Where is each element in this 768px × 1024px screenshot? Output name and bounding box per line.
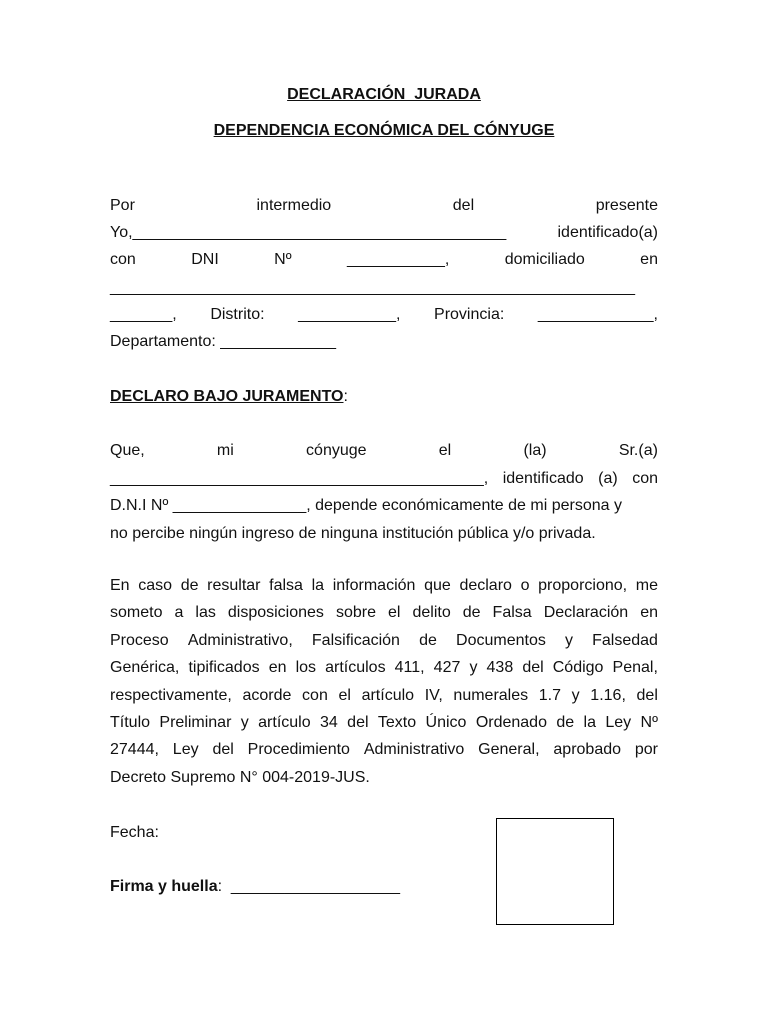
- p3-line-1: En caso de resultar falsa la información que declaro o proporciono, me: [110, 577, 658, 594]
- dni-blank: ___________,: [346, 251, 450, 268]
- p3-line-5: respectivamente, acorde con el artículo IV, numerales 1.7 y 1.16, del: [110, 687, 658, 704]
- firma-blank: : ___________________: [217, 878, 400, 895]
- declaro-heading: DECLARO BAJO JURAMENTO:: [110, 388, 348, 405]
- p3-line-3: Proceso Administrativo, Falsificación de Documentos y Falsedad: [110, 632, 658, 649]
- firma-label: Firma y huella: [110, 878, 218, 895]
- document-subtitle: DEPENDENCIA ECONÓMICA DEL CÓNYUGE: [213, 122, 555, 139]
- fingerprint-box: [496, 818, 614, 925]
- department-line: Departamento: _____________: [110, 333, 336, 350]
- p1-line-1: Por intermedio del presente: [110, 197, 658, 214]
- p3-line-4: Genérica, tipificados en los artículos 411, 427 y 438 del Código Penal,: [110, 659, 658, 676]
- fecha-label: Fecha:: [110, 824, 159, 841]
- p1-line-2: Yo,__________________________________________ identificado(a): [110, 224, 658, 241]
- p1-line-5: _______, Distrito: ___________, Provincia: _____________,: [110, 306, 658, 323]
- document-title: DECLARACIÓN JURADA: [287, 86, 481, 103]
- p2-line-1: Que, mi cónyuge el (la) Sr.(a): [110, 442, 658, 459]
- p1-line-3: con DNI Nº ___________, domiciliado en: [110, 251, 658, 268]
- p2-line-4: no percibe ningún ingreso de ninguna institución pública y/o privada.: [110, 525, 596, 542]
- p2-line-2: __________________________________________, identificado (a) con: [110, 470, 658, 487]
- p2-line-3: D.N.I Nº _______________, depende económicamente de mi persona y: [110, 497, 622, 514]
- address-blank: ___________________________________________________________: [110, 279, 636, 296]
- p3-line-8: Decreto Supremo N° 004-2019-JUS.: [110, 769, 370, 786]
- spouse-name-blank: __________________________________________,: [110, 470, 489, 487]
- p3-line-7: 27444, Ley del Procedimiento Administrativo General, aprobado por: [110, 741, 658, 758]
- p3-line-2: someto a las disposiciones sobre el delito de Falsa Declaración en: [110, 604, 658, 621]
- p3-line-6: Título Preliminar y artículo 34 del Texto Único Ordenado de la Ley Nº: [110, 714, 658, 731]
- name-blank: Yo,__________________________________________: [110, 224, 507, 241]
- province-blank: _____________,: [537, 306, 658, 323]
- district-blank: ___________,: [298, 306, 401, 323]
